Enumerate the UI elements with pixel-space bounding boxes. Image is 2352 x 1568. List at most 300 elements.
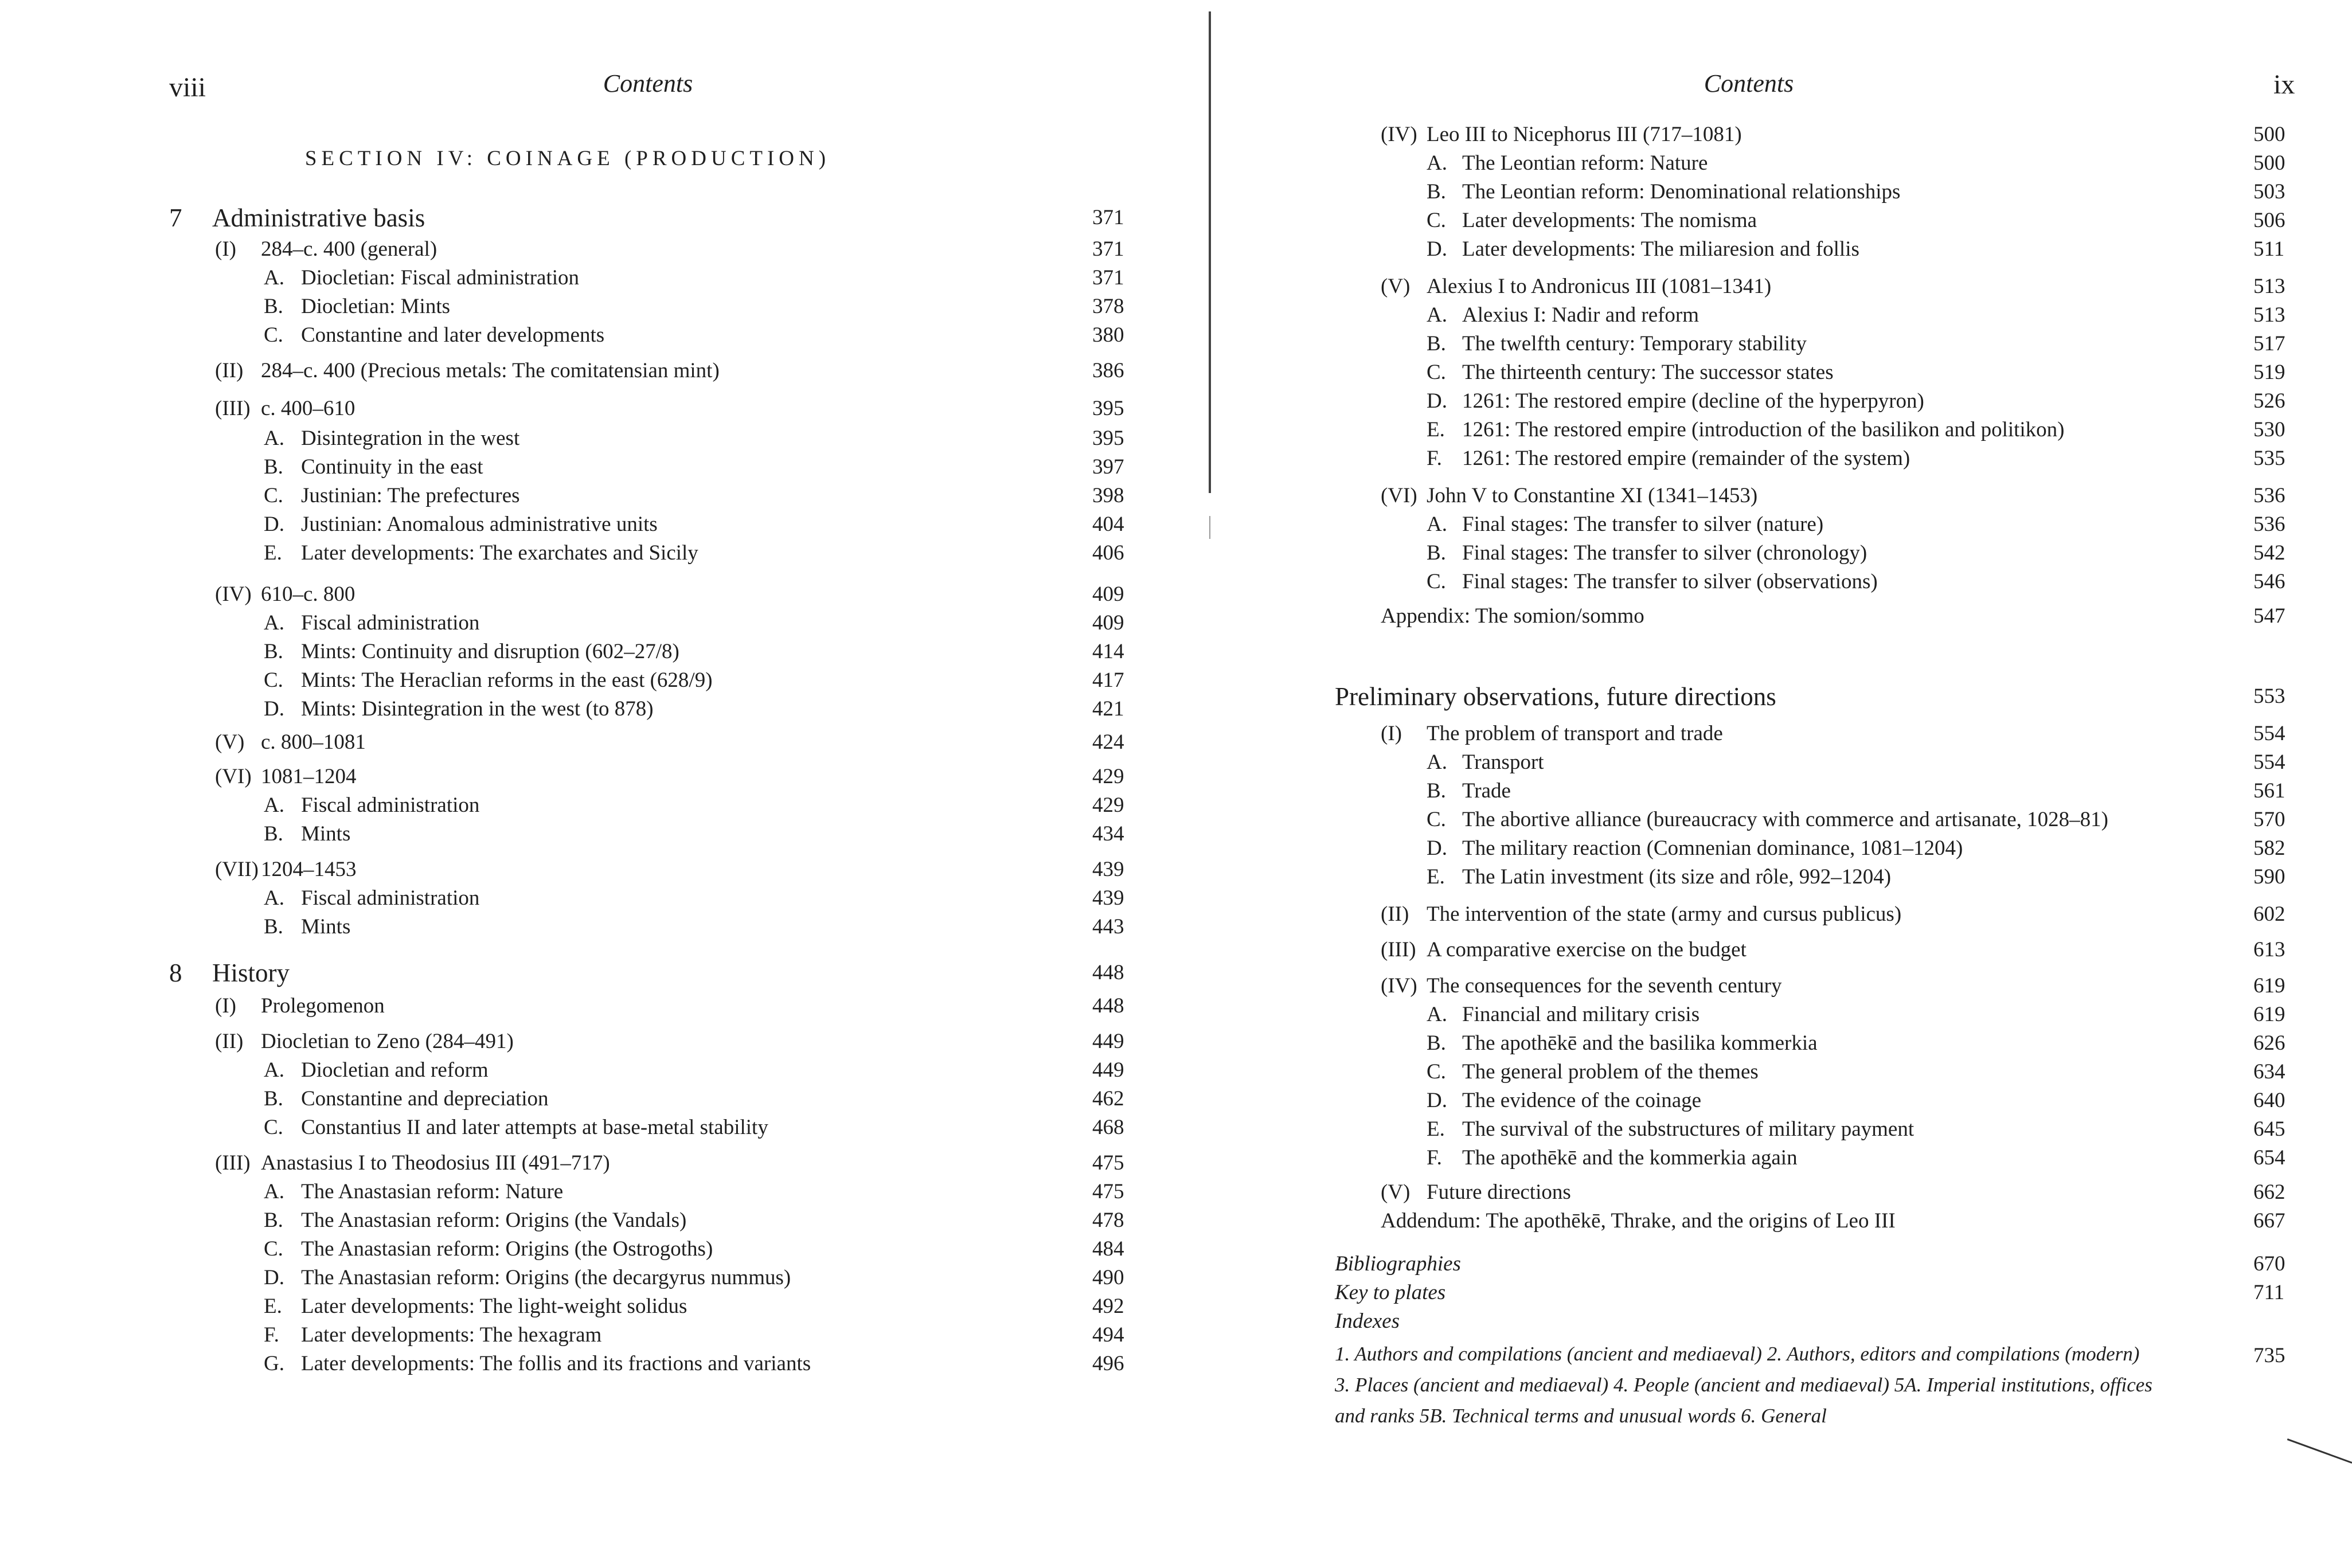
toc-entry-title: The general problem of the themes: [1462, 1060, 1759, 1084]
toc-entry-label: C.: [264, 484, 283, 507]
toc-entry-label: D.: [1427, 389, 1447, 413]
toc-entry: [1210, 1086, 2351, 1116]
toc-entry: [0, 1350, 1204, 1379]
toc-entry-page: 424: [1092, 730, 1124, 754]
toc-entry-title: The survival of the substructures of military payment: [1462, 1117, 1915, 1141]
toc-entry-page: 439: [1092, 858, 1124, 881]
toc-entry-title: Leo III to Nicephorus III (717–1081): [1427, 123, 1742, 146]
toc-entry-label: B.: [264, 1209, 283, 1232]
toc-entry: [0, 453, 1204, 483]
toc-entry-page: 380: [1092, 323, 1124, 347]
toc-entry: [0, 510, 1204, 540]
toc-entry: [1210, 1000, 2351, 1030]
toc-entry: [0, 580, 1204, 610]
toc-entry-title: Fiscal administration: [301, 611, 480, 635]
toc-entry-title: Constantine and depreciation: [301, 1087, 549, 1110]
toc-entry-title: Diocletian: Fiscal administration: [301, 266, 580, 290]
toc-entry: [1210, 416, 2351, 445]
toc-entry: [1210, 602, 2351, 632]
toc-entry-page: 619: [2253, 974, 2285, 998]
toc-entry-label: B.: [1427, 1031, 1446, 1055]
toc-entry-title: 1261: The restored empire (remainder of the system): [1462, 447, 1910, 470]
toc-entry-page: 513: [2253, 275, 2285, 298]
toc-entry-label: A.: [264, 793, 284, 817]
toc-entry-title: The intervention of the state (army and cursus publicus): [1427, 902, 1902, 926]
toc-entry-page: 519: [2253, 361, 2285, 384]
toc-entry: [0, 959, 1204, 988]
toc-entry-title: The evidence of the coinage: [1462, 1089, 1702, 1112]
toc-entry-title: The apothēkē and the basilika kommerkia: [1462, 1031, 1818, 1055]
toc-entry-title: The consequences for the seventh century: [1427, 974, 1782, 998]
toc-entry-page: 386: [1092, 359, 1124, 382]
toc-entry-page: 397: [1092, 455, 1124, 479]
toc-entry-title: History: [212, 959, 290, 987]
toc-entry-title: The thirteenth century: The successor states: [1462, 361, 1834, 384]
toc-entry-title: Future directions: [1427, 1180, 1571, 1204]
toc-entry-label: (I): [215, 237, 236, 261]
toc-entry: [1210, 301, 2351, 331]
toc-entry-label: A.: [264, 427, 284, 450]
toc-entry-title: Financial and military crisis: [1462, 1003, 1700, 1026]
toc-entry: [1210, 720, 2351, 749]
toc-entry-label: B.: [264, 295, 283, 318]
toc-entry-page: 711: [2253, 1281, 2285, 1304]
toc-entry-page: 645: [2253, 1117, 2285, 1141]
toc-entry-page: 654: [2253, 1146, 2285, 1170]
toc-entry: [1210, 863, 2351, 893]
toc-entry-label: (II): [215, 359, 244, 382]
toc-entry: [0, 1206, 1204, 1236]
toc-entry: [0, 1292, 1204, 1322]
toc-entry: [1210, 568, 2351, 597]
toc-entry-title: Constantius II and later attempts at base-metal stability: [301, 1116, 768, 1139]
toc-entry-title: Final stages: The transfer to silver (observations): [1462, 570, 1878, 593]
toc-entry-title: Final stages: The transfer to silver (nature): [1462, 513, 1824, 536]
toc-entry-title: Constantine and later developments: [301, 323, 605, 347]
toc-entry-label: D.: [264, 513, 284, 536]
toc-entry-page: 409: [1092, 611, 1124, 635]
toc-entry: [1210, 1058, 2351, 1088]
toc-entry-label: (I): [215, 994, 236, 1018]
toc-entry-label: C.: [264, 668, 283, 692]
toc-entry-label: B.: [264, 915, 283, 939]
toc-entry-page: 404: [1092, 513, 1124, 536]
toc-entry-label: D.: [1427, 836, 1447, 860]
toc-entry-label: E.: [1427, 1117, 1445, 1141]
page-number-left: viii: [169, 72, 206, 103]
toc-entry-title: 1261: The restored empire (introduction of the basilikon and politikon): [1462, 418, 2065, 441]
toc-entry: [1210, 358, 2351, 388]
toc-entry-title: Mints: [301, 822, 351, 846]
toc-entry-title: Addendum: The apothēkē, Thrake, and the origins of Leo III: [1381, 1209, 1896, 1233]
index-list: 1. Authors and compilations (ancient and mediaeval) 2. Authors, editors and compilations (modern) 3. Places (ancient and mediaeval) 4. People (ancient and mediaeval) 5A. Imperial institutions, offices and ranks 5B. Technical terms and unusual words 6. General: [1335, 1343, 2152, 1427]
toc-entry: [0, 539, 1204, 569]
toc-entry-page: 429: [1092, 765, 1124, 788]
toc-entry: [0, 820, 1204, 850]
toc-entry-label: A.: [264, 611, 284, 635]
toc-entry-page: 667: [2253, 1209, 2285, 1233]
toc-entry-page: 406: [1092, 541, 1124, 565]
toc-entry-title: c. 400–610: [261, 397, 355, 420]
toc-entry-label: C.: [264, 1116, 283, 1139]
toc-entry: [1210, 972, 2351, 1002]
toc-entry-label: D.: [1427, 237, 1447, 261]
toc-entry: [1210, 539, 2351, 569]
toc-entry-label: C.: [264, 323, 283, 347]
toc-entry: [1210, 272, 2351, 302]
toc-entry-label: E.: [1427, 418, 1445, 441]
toc-entry-label: C.: [1427, 361, 1446, 384]
toc-entry-title: The abortive alliance (bureaucracy with commerce and artisanate, 1028–81): [1462, 808, 2108, 831]
toc-entry-label: A.: [1427, 1003, 1447, 1026]
toc-entry-label: A.: [264, 1180, 284, 1203]
toc-entry-label: F.: [1427, 447, 1442, 470]
toc-entry-label: A.: [1427, 750, 1447, 774]
toc-entry-page: 490: [1092, 1266, 1124, 1289]
toc-entry-page: 500: [2253, 123, 2285, 146]
toc-entry-page: 570: [2253, 808, 2285, 831]
toc-entry-page: 378: [1092, 295, 1124, 318]
toc-entry-label: (VI): [215, 765, 252, 788]
toc-entry-label: (IV): [1381, 123, 1417, 146]
toc-entry-page: 582: [2253, 836, 2285, 860]
toc-entry-title: Bibliographies: [1335, 1252, 1461, 1276]
toc-entry-title: Disintegration in the west: [301, 427, 520, 450]
toc-entry-page: 536: [2253, 484, 2285, 507]
toc-entry-title: The Leontian reform: Nature: [1462, 151, 1708, 175]
section-title: SECTION IV: COINAGE (PRODUCTION): [304, 147, 831, 170]
toc-entry: [0, 884, 1204, 914]
toc-entry-title: The Anastasian reform: Origins (the Vandals): [301, 1209, 687, 1232]
toc-entry: [1210, 330, 2351, 359]
toc-entry-title: 610–c. 800: [261, 582, 355, 606]
toc-entry-label: 7: [169, 204, 182, 232]
toc-entry-title: Justinian: The prefectures: [301, 484, 520, 507]
toc-entry: [1210, 805, 2351, 835]
toc-entry-page: 421: [1092, 697, 1124, 721]
toc-entry-title: John V to Constantine XI (1341–1453): [1427, 484, 1758, 507]
toc-entry-label: E.: [1427, 865, 1445, 889]
toc-entry-title: The Anastasian reform: Origins (the Ostrogoths): [301, 1237, 713, 1261]
toc-entry-title: The military reaction (Comnenian dominance, 1081–1204): [1462, 836, 1963, 860]
toc-entry-page: 484: [1092, 1237, 1124, 1261]
toc-entry: [0, 992, 1204, 1022]
toc-entry-page: 535: [2253, 447, 2285, 470]
toc-entry-page: 602: [2253, 902, 2285, 926]
toc-entry-label: 8: [169, 959, 182, 987]
toc-entry-label: (III): [1381, 938, 1416, 961]
toc-entry: [0, 1178, 1204, 1207]
toc-entry: [1210, 510, 2351, 540]
toc-entry-page: 500: [2253, 151, 2285, 175]
toc-entry-page: 634: [2253, 1060, 2285, 1084]
toc-entry-page: 414: [1092, 640, 1124, 663]
toc-entry-title: The Leontian reform: Denominational relationships: [1462, 180, 1901, 204]
toc-entry-title: The Anastasian reform: Nature: [301, 1180, 564, 1203]
toc-entry-page: 626: [2253, 1031, 2285, 1055]
toc-entry: [0, 482, 1204, 511]
toc-entry-page: 443: [1092, 915, 1124, 939]
toc-entry-page: 547: [2253, 604, 2285, 628]
toc-entry: [0, 638, 1204, 667]
toc-entry-page: 409: [1092, 582, 1124, 606]
toc-entry-label: F.: [1427, 1146, 1442, 1170]
toc-entry-page: 511: [2253, 237, 2285, 261]
toc-entry: [0, 1264, 1204, 1293]
toc-entry-page: 553: [2253, 685, 2285, 708]
toc-entry-title: Trade: [1462, 779, 1511, 803]
toc-entry-label: (V): [1381, 275, 1411, 298]
toc-entry-page: 371: [1092, 206, 1124, 229]
toc-entry-title: A comparative exercise on the budget: [1427, 938, 1747, 961]
toc-entry-page: 468: [1092, 1116, 1124, 1139]
toc-entry: [0, 913, 1204, 943]
toc-entry-label: B.: [1427, 332, 1446, 355]
toc-entry-title: Mints: The Heraclian reforms in the east (628/9): [301, 668, 713, 692]
toc-entry-page: 417: [1092, 668, 1124, 692]
toc-entry: [1210, 206, 2351, 236]
toc-entry: [0, 666, 1204, 696]
toc-entry-label: (I): [1381, 722, 1402, 745]
toc-entry-title: Anastasius I to Theodosius III (491–717): [261, 1151, 610, 1175]
toc-entry: [1210, 149, 2351, 179]
toc-entry-label: B.: [1427, 779, 1446, 803]
toc-entry-label: (III): [215, 1151, 251, 1175]
right-page: Contents ix (IV) Leo III to Nicephorus III (717–1081) 500 A. The Leontian reform: Nature 500 B. The Leontian reform: Denominational relationships 503 C. Later developments: The nomisma 506 D. Later developments: The miliaresion and follis 511 (V) Alexius I to Andronicus III (1081–1341) 513 A. Alexius I: Nadir and reform 513 B. The twelfth century: Temporary stability 517 C. The thirteenth century: The successor states 519 D. 1261: The restored empire (decline of the hyperpyron) 526 E. 1261: The restored empire (introduction of the basilikon and politikon) 530 F. 1261: The restored empire (remainder of the system) 535 (VI) John V to Constantine XI (1341–1453) 536 A. Final stages: The transfer to silver (nature) 536 B. Final stages: The transfer to silver (chronology) 542 C. Final stages: The transfer to silver (observations) 546 Appendix: The somion/sommo 547 Preliminary observations, future directions 553 (I) The problem of transport and trade 554 A. Transport 554 B. Trade 561 C. The abortive alliance (bureaucracy with commerce and artisanate, 1028–81) 570 D. The military reaction (Comnenian dominance, 1081–1204) 582 E. The Latin investment (its size and rôle, 992–1204) 590 (II) The intervention of the state (army and cursus publicus) 602 (III) A comparative exercise on the budget 613 (IV) The consequences for the seventh century 619 A. Financial and military crisis 619 B. The apothēkē and the basilika kommerkia 626 C. The general problem of the themes 634 D. The evidence of the coinage 640 E. The survival of the substructures of military payment 645 F. The apothēkē and the kommerkia again 654 (V) Future directions 662 Addendum: The apothēkē, Thrake, and the origins of Leo III 667 Bibliographies 670 Key to plates 711 Indexes 1. Authors and compilations (ancient and mediaeval) 2. Authors, editors and compilations (modern) 3. Places (ancient and mediaeval) 4. People (ancient and mediaeval) 5A. Imperial institutions, offices and ranks 5B. Technical terms and unusual words 6. General 735: [1210, 0, 2352, 1568]
toc-entry-title: Final stages: The transfer to silver (chronology): [1462, 541, 1867, 565]
toc-entry: [0, 1113, 1204, 1143]
toc-entry-title: Prolegomenon: [261, 994, 385, 1018]
running-head-right: Contents: [1704, 69, 1794, 97]
toc-entry-label: C.: [1427, 209, 1446, 232]
toc-entry-label: A.: [1427, 303, 1447, 327]
toc-entry-title: Diocletian: Mints: [301, 295, 450, 318]
toc-entry-label: B.: [1427, 180, 1446, 204]
toc-entry-label: A.: [264, 1058, 284, 1082]
toc-entry-label: E.: [264, 541, 282, 565]
toc-entry: [1210, 178, 2351, 208]
toc-entry-page: 513: [2253, 303, 2285, 327]
toc-entry: [1210, 682, 2351, 712]
toc-entry-page: 449: [1092, 1058, 1124, 1082]
toc-entry-label: (V): [215, 730, 245, 754]
toc-entry-page: 439: [1092, 886, 1124, 910]
toc-entry: [0, 424, 1204, 454]
toc-entry-label: A.: [1427, 513, 1447, 536]
toc-entry: [0, 1321, 1204, 1351]
toc-entry: [1210, 1029, 2351, 1059]
toc-entry-page: 554: [2253, 722, 2285, 745]
toc-entry: [1210, 777, 2351, 807]
toc-entry-title: Justinian: Anomalous administrative units: [301, 513, 658, 536]
toc-entry-title: Fiscal administration: [301, 793, 480, 817]
toc-entry-title: Later developments: The exarchates and Sicily: [301, 541, 698, 565]
toc-entry-label: F.: [264, 1323, 279, 1347]
toc-entry-title: Mints: Disintegration in the west (to 878): [301, 697, 654, 721]
toc-entry-page: 398: [1092, 484, 1124, 507]
toc-entry-label: C.: [1427, 570, 1446, 593]
toc-entry-page: 492: [1092, 1295, 1124, 1318]
toc-entry-label: A.: [264, 886, 284, 910]
toc-entry: [1210, 1250, 2351, 1280]
toc-entry-title: Preliminary observations, future directions: [1335, 682, 1776, 711]
page-number-right: ix: [2273, 69, 2295, 100]
toc-entry-page: 478: [1092, 1209, 1124, 1232]
toc-entry-page: 619: [2253, 1003, 2285, 1026]
toc-entry-page: 613: [2253, 938, 2285, 961]
toc-entry-label: B.: [1427, 541, 1446, 565]
toc-entry-page: 554: [2253, 750, 2285, 774]
toc-entry-label: B.: [264, 640, 283, 663]
toc-entry: [0, 763, 1204, 792]
toc-entry-label: C.: [264, 1237, 283, 1261]
toc-entry-page: 462: [1092, 1087, 1124, 1110]
toc-entry: [0, 609, 1204, 639]
toc-entry-title: Indexes: [1335, 1309, 1400, 1333]
toc-entry: [0, 235, 1204, 265]
toc-entry: [1210, 748, 2351, 778]
toc-entry-label: (IV): [1381, 974, 1417, 998]
toc-entry: [0, 292, 1204, 322]
toc-entry-title: Mints: [301, 915, 351, 939]
toc-entry-page: 429: [1092, 793, 1124, 817]
toc-entry-label: B.: [264, 455, 283, 479]
toc-entry-title: Appendix: The somion/sommo: [1381, 604, 1644, 628]
toc-entry-page: 526: [2253, 389, 2285, 413]
toc-entry-title: 1204–1453: [261, 858, 357, 881]
toc-entry-label: (IV): [215, 582, 252, 606]
toc-entry-title: Fiscal administration: [301, 886, 480, 910]
toc-entry-title: 284–c. 400 (Precious metals: The comitatensian mint): [261, 359, 720, 382]
toc-entry-page: 475: [1092, 1180, 1124, 1203]
toc-entry-label: E.: [264, 1295, 282, 1318]
toc-entry: [0, 695, 1204, 725]
toc-entry: [1210, 1178, 2351, 1208]
toc-entry-title: Administrative basis: [212, 204, 425, 232]
toc-entry-page: 448: [1092, 994, 1124, 1018]
toc-entry-title: Diocletian and reform: [301, 1058, 489, 1082]
toc-entry: [0, 1149, 1204, 1179]
toc-entry-label: A.: [1427, 151, 1447, 175]
toc-entry-title: Transport: [1462, 750, 1544, 774]
toc-entry: [0, 1235, 1204, 1265]
toc-entry-page: 640: [2253, 1089, 2285, 1112]
toc-entry: [1210, 936, 2351, 965]
toc-entry-title: Alexius I: Nadir and reform: [1462, 303, 1699, 327]
toc-entry-page: 530: [2253, 418, 2285, 441]
toc-entry-page: 546: [2253, 570, 2285, 593]
toc-entry: [0, 791, 1204, 821]
toc-entry-page: 494: [1092, 1323, 1124, 1347]
toc-entry: [0, 321, 1204, 351]
toc-entry-page: 561: [2253, 779, 2285, 803]
toc-entry-label: B.: [264, 1087, 283, 1110]
toc-entry-page: 590: [2253, 865, 2285, 889]
toc-entry: [1210, 1207, 2351, 1237]
toc-entry: [1210, 482, 2351, 511]
toc-entry-label: D.: [264, 1266, 284, 1289]
toc-entry-title: Later developments: The nomisma: [1462, 209, 1757, 232]
toc-entry-title: 1261: The restored empire (decline of the hyperpyron): [1462, 389, 1924, 413]
toc-entry: [1210, 834, 2351, 864]
toc-entry-page: 536: [2253, 513, 2285, 536]
toc-entry-page: 496: [1092, 1352, 1124, 1375]
toc-entry-title: 1081–1204: [261, 765, 357, 788]
toc-entry-page: 475: [1092, 1151, 1124, 1175]
toc-entry-label: (II): [215, 1030, 244, 1053]
toc-entry-label: (III): [215, 397, 251, 420]
toc-entry-title: Diocletian to Zeno (284–491): [261, 1030, 514, 1053]
toc-entry-title: The Latin investment (its size and rôle, 992–1204): [1462, 865, 1892, 889]
toc-entry: [0, 855, 1204, 885]
toc-entry-title: The Anastasian reform: Origins (the decargyrus nummus): [301, 1266, 791, 1289]
toc-entry-label: A.: [264, 266, 284, 290]
toc-entry-page: 662: [2253, 1180, 2285, 1204]
toc-entry-label: D.: [264, 697, 284, 721]
toc-entry-title: Key to plates: [1335, 1281, 1446, 1304]
toc-entry-page: 395: [1092, 397, 1124, 420]
toc-entry-title: Continuity in the east: [301, 455, 483, 479]
toc-entry-label: (VI): [1381, 484, 1417, 507]
toc-entry-title: Later developments: The follis and its fractions and variants: [301, 1352, 811, 1375]
toc-entry-page: 503: [2253, 180, 2285, 204]
toc-entry-label: (II): [1381, 902, 1409, 926]
toc-entry: [1210, 1278, 2351, 1308]
toc-entry-title: Alexius I to Andronicus III (1081–1341): [1427, 275, 1772, 298]
running-head-left: Contents: [603, 69, 693, 97]
toc-entry-title: 284–c. 400 (general): [261, 237, 437, 261]
toc-entry-page: 448: [1092, 961, 1124, 984]
toc-entry-page: 434: [1092, 822, 1124, 846]
toc-entry: [0, 1085, 1204, 1115]
toc-entry: [0, 728, 1204, 758]
toc-entry: [0, 357, 1204, 386]
toc-entry-label: G.: [264, 1352, 284, 1375]
toc-entry: [1210, 1144, 2351, 1174]
toc-entry-title: Later developments: The miliaresion and follis: [1462, 237, 1859, 261]
toc-entry: [1210, 900, 2351, 930]
toc-entry-label: D.: [1427, 1089, 1447, 1112]
toc-entry: [1210, 235, 2351, 265]
toc-entry-label: (VII): [215, 858, 259, 881]
toc-entry-page: 371: [1092, 237, 1124, 261]
toc-entry: [1210, 120, 2351, 150]
toc-entry-page: 517: [2253, 332, 2285, 355]
toc-entry: [0, 1027, 1204, 1057]
toc-entry: [1210, 444, 2351, 474]
toc-entry-title: Mints: Continuity and disruption (602–27/8): [301, 640, 679, 663]
toc-entry-title: The twelfth century: Temporary stability: [1462, 332, 1807, 355]
toc-entry-page: 395: [1092, 427, 1124, 450]
toc-entry-label: (V): [1381, 1180, 1411, 1204]
toc-entry-label: C.: [1427, 808, 1446, 831]
toc-entry-page: 670: [2253, 1252, 2285, 1276]
toc-entry: [0, 394, 1204, 424]
toc-entry: [0, 204, 1204, 233]
toc-entry: [1210, 387, 2351, 417]
toc-entry-title: Later developments: The light-weight solidus: [301, 1295, 687, 1318]
toc-entry: [0, 1056, 1204, 1086]
toc-entry-label: B.: [264, 822, 283, 846]
toc-entry-title: The apothēkē and the kommerkia again: [1462, 1146, 1798, 1170]
toc-entry-page: 506: [2253, 209, 2285, 232]
toc-entry-page: 371: [1092, 266, 1124, 290]
toc-entry-page: 542: [2253, 541, 2285, 565]
toc-entry-title: The problem of transport and trade: [1427, 722, 1723, 745]
toc-entry: [0, 264, 1204, 294]
toc-entry: [1210, 1115, 2351, 1145]
toc-entry-page: 449: [1092, 1030, 1124, 1053]
